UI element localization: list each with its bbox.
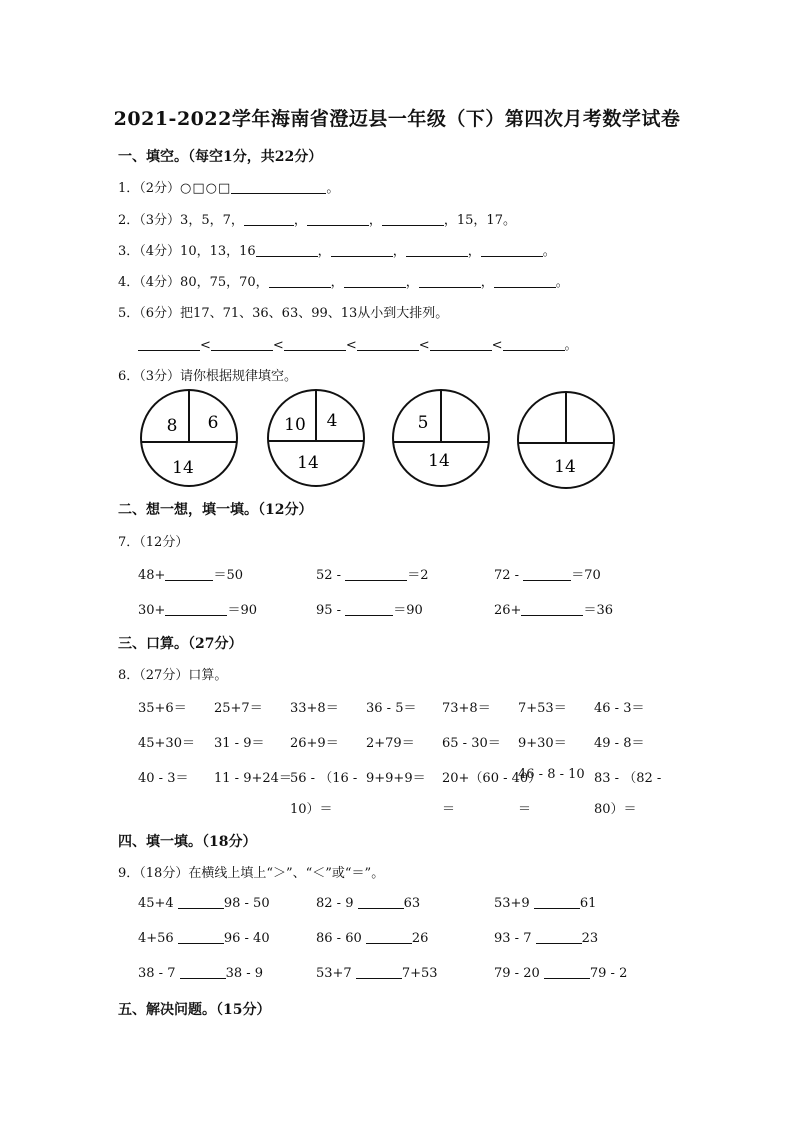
q8-item: 56 - （16 - (290, 771, 358, 786)
q9-blank[interactable] (356, 966, 402, 979)
q9-left: 38 - 7 (138, 966, 180, 981)
q9-blank[interactable] (366, 931, 412, 944)
q9-blank[interactable] (358, 896, 404, 909)
q7-result: ＝70 (571, 568, 601, 583)
q8-item: 46 - 8 - 10 (518, 767, 585, 782)
q9-left: 82 - 9 (316, 896, 358, 911)
q7-item (494, 599, 613, 618)
q2-prefix: 2．（3分）3，5，7， (118, 213, 244, 228)
q5-less-than: < (491, 338, 503, 353)
q9-right: 7+53 (401, 966, 438, 981)
q4-blank-1[interactable] (269, 275, 331, 288)
q4-sep: ， (330, 275, 344, 290)
q5-blank-2[interactable] (211, 338, 273, 351)
circle-2-right: 4 (326, 411, 338, 431)
question-9: 9．（18分）在横线上填上“＞”、“＜”或“＝”。 (118, 866, 385, 881)
q9-item (138, 896, 270, 911)
q5-blank-5[interactable] (430, 338, 492, 351)
q9-left: 4+56 (138, 931, 178, 946)
q9-left: 53+9 (494, 896, 534, 911)
q3-prefix: 3．（4分）10，13，16 (118, 244, 256, 259)
q2-blank-2[interactable] (307, 213, 369, 226)
q8-item: 33+8＝ (290, 701, 339, 716)
q7-result: ＝90 (393, 603, 423, 618)
q7-blank[interactable] (345, 568, 407, 581)
q9-item (138, 931, 270, 946)
q8-item-cont: ＝ (442, 802, 456, 817)
q1-blank[interactable] (231, 181, 326, 194)
section-5-heading: 五、解决问题。（15分） (118, 1002, 271, 1018)
section-1-heading: 一、填空。（每空1分，共22分） (118, 149, 323, 165)
q8-item: 65 - 30＝ (442, 736, 501, 751)
q2-tail: ，15，17。 (443, 213, 516, 228)
q6-circles-figure (130, 386, 630, 492)
question-1 (118, 177, 339, 196)
q9-blank[interactable] (544, 966, 590, 979)
q9-item (138, 966, 263, 981)
q3-end: 。 (542, 244, 556, 259)
q9-left: 53+7 (316, 966, 356, 981)
q9-blank[interactable] (534, 896, 580, 909)
q9-right: 98 - 50 (223, 896, 270, 911)
page-title: 2021-2022学年海南省澄迈县一年级（下）第四次月考数学试卷 (113, 108, 681, 130)
q3-blank-2[interactable] (331, 244, 393, 257)
q9-blank[interactable] (178, 896, 224, 909)
q8-item: 7+53＝ (518, 701, 567, 716)
q1-end: 。 (326, 181, 340, 196)
q2-sep: ， (293, 213, 307, 228)
q8-item: 35+6＝ (138, 701, 187, 716)
question-3 (118, 240, 556, 259)
section-2-heading: 二、想一想，填一填。（12分） (118, 502, 313, 518)
q9-right: 61 (579, 896, 597, 911)
q9-blank[interactable] (178, 931, 224, 944)
q5-less-than: < (345, 338, 357, 353)
section-3-heading: 三、口算。（27分） (118, 636, 243, 652)
q9-left: 45+4 (138, 896, 178, 911)
circle-1 (141, 390, 237, 486)
circle-3 (393, 390, 489, 486)
q9-item (494, 931, 598, 946)
q7-blank[interactable] (523, 568, 571, 581)
q7-item (494, 564, 601, 583)
q7-item (316, 564, 428, 583)
q4-blank-3[interactable] (419, 275, 481, 288)
q5-less-than: < (418, 338, 430, 353)
q1-prefix: 1．（2分） (118, 181, 181, 196)
q9-right: 23 (581, 931, 599, 946)
circle-1-right: 6 (207, 413, 219, 433)
q7-expr: 26+ (494, 603, 522, 618)
q5-less-than: < (272, 338, 284, 353)
q5-blank-3[interactable] (284, 338, 346, 351)
q9-blank[interactable] (180, 966, 226, 979)
q4-blank-2[interactable] (344, 275, 406, 288)
q9-right: 26 (411, 931, 429, 946)
q8-item-cont: 80）＝ (594, 802, 637, 817)
circle-3-bottom: 14 (428, 451, 450, 471)
question-7: 7．（12分） (118, 535, 189, 550)
q7-item (138, 564, 243, 583)
q3-sep: ， (317, 244, 331, 259)
q5-less-than: < (200, 338, 211, 353)
question-8: 8．（27分）口算。 (118, 668, 228, 683)
q8-item: 9+30＝ (518, 736, 567, 751)
q3-blank-3[interactable] (406, 244, 468, 257)
q4-blank-4[interactable] (494, 275, 556, 288)
q8-item: 46 - 3＝ (594, 701, 645, 716)
q9-left: 93 - 7 (494, 931, 536, 946)
q7-blank[interactable] (345, 603, 393, 616)
circle-2-left: 10 (284, 415, 306, 435)
q7-expr: 30+ (138, 603, 166, 618)
q8-item: 11 - 9+24＝ (214, 771, 292, 786)
q7-blank[interactable] (165, 603, 227, 616)
question-6: 6．（3分）请你根据规律填空。 (118, 369, 298, 384)
q8-item: 20+（60 - 40） (442, 771, 542, 786)
q3-blank-1[interactable] (256, 244, 318, 257)
q7-item (316, 599, 423, 618)
section-4-heading: 四、填一填。（18分） (118, 834, 257, 850)
q8-item: 2+79＝ (366, 736, 415, 751)
q4-sep: ， (480, 275, 494, 290)
q7-blank[interactable] (165, 568, 213, 581)
q7-expr: 72 - (494, 568, 524, 583)
circle-1-left: 8 (166, 416, 178, 436)
q5-end: 。 (564, 338, 578, 353)
q8-item: 31 - 9＝ (214, 736, 265, 751)
q9-left: 79 - 20 (494, 966, 544, 981)
q7-result: ＝36 (583, 603, 613, 618)
circle-4 (518, 392, 614, 488)
q8-item-cont: ＝ (518, 802, 532, 817)
circle-1-bottom: 14 (172, 458, 194, 478)
q7-item (138, 599, 257, 618)
q8-item: 83 - （82 - (594, 771, 662, 786)
q2-blank-1[interactable] (244, 213, 294, 226)
circle-2 (268, 390, 364, 486)
circle-3-left: 5 (417, 413, 429, 433)
question-5: 5．（6分）把17、71、36、63、99、13从小到大排列。 (118, 306, 449, 321)
q8-item: 49 - 8＝ (594, 736, 645, 751)
q1-shapes: ○□○□ (180, 181, 232, 196)
q7-expr: 52 - (316, 568, 346, 583)
q8-item: 9+9+9＝ (366, 771, 426, 786)
q8-item: 40 - 3＝ (138, 771, 189, 786)
circle-4-bottom: 14 (554, 457, 576, 477)
q4-prefix: 4．（4分）80，75，70， (118, 275, 269, 290)
q9-right: 79 - 2 (589, 966, 628, 981)
circle-2-bottom: 14 (297, 453, 319, 473)
q2-sep: ， (368, 213, 382, 228)
q8-item-cont: 10）＝ (290, 802, 333, 817)
q7-expr: 95 - (316, 603, 346, 618)
q5-blank-4[interactable] (357, 338, 419, 351)
q7-expr: 48+ (138, 568, 166, 583)
question-2 (118, 209, 516, 228)
q8-item: 45+30＝ (138, 736, 195, 751)
q2-blank-3[interactable] (382, 213, 444, 226)
q5-answer-line (138, 334, 578, 353)
q9-left: 86 - 60 (316, 931, 366, 946)
q9-right: 63 (403, 896, 421, 911)
q9-item (316, 931, 428, 946)
q7-result: ＝50 (213, 568, 243, 583)
q7-result: ＝2 (407, 568, 429, 583)
q3-blank-4[interactable] (481, 244, 543, 257)
q9-right: 96 - 40 (223, 931, 270, 946)
q7-result: ＝90 (227, 603, 257, 618)
question-4 (118, 271, 569, 290)
q9-item (494, 896, 596, 911)
q8-item: 25+7＝ (214, 701, 263, 716)
q9-blank[interactable] (536, 931, 582, 944)
q7-blank[interactable] (521, 603, 583, 616)
q3-sep: ， (392, 244, 406, 259)
q9-item (316, 896, 420, 911)
q9-right: 38 - 9 (225, 966, 264, 981)
q5-blank-1[interactable] (138, 338, 200, 351)
q9-item (316, 966, 438, 981)
q4-sep: ， (405, 275, 419, 290)
q5-blank-6[interactable] (503, 338, 565, 351)
q8-item: 26+9＝ (290, 736, 339, 751)
q9-item (494, 966, 627, 981)
q4-end: 。 (555, 275, 569, 290)
q3-sep: ， (467, 244, 481, 259)
q8-item: 73+8＝ (442, 701, 491, 716)
q8-item: 36 - 5＝ (366, 701, 417, 716)
